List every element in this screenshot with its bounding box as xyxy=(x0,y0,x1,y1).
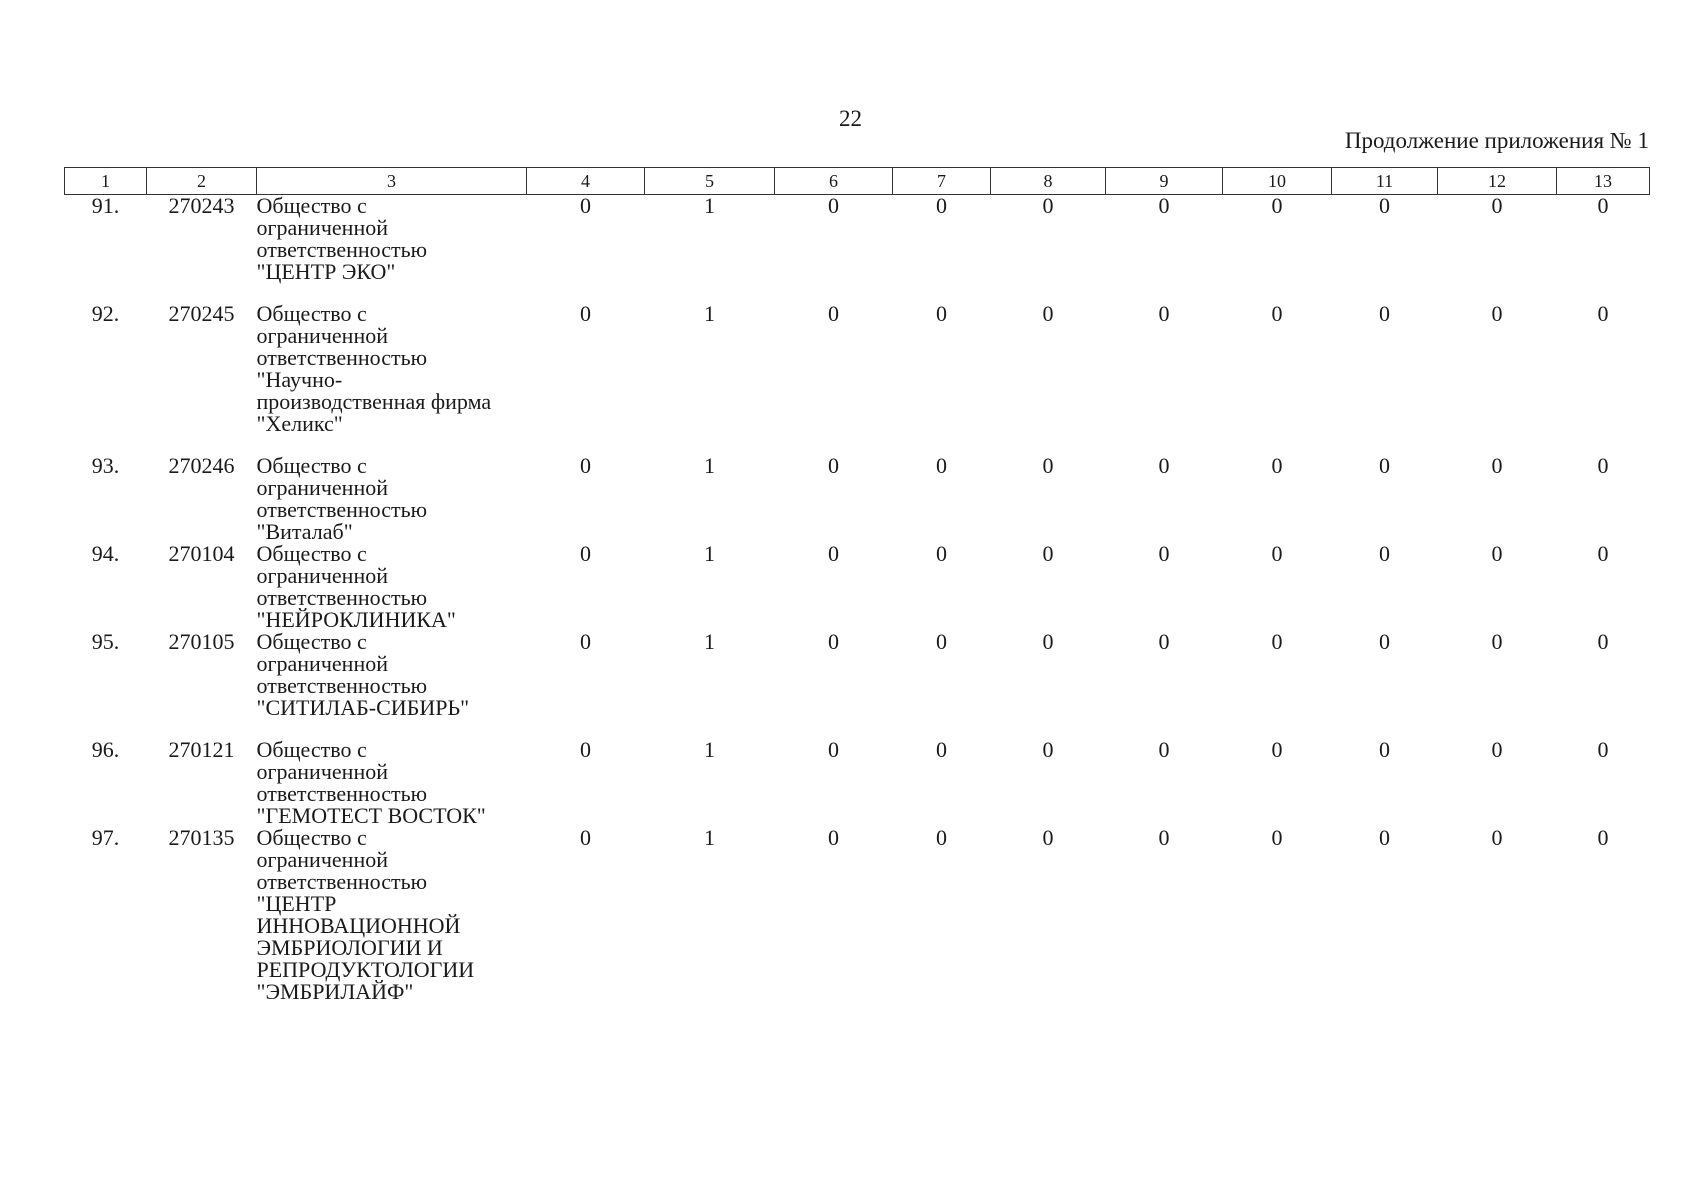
table-body xyxy=(65,195,1650,1024)
org-code: 270135 xyxy=(168,825,235,850)
value-col-5: 1 xyxy=(704,453,715,478)
header-row xyxy=(65,168,1650,195)
value-col-8: 0 xyxy=(1042,453,1054,478)
value-col-11: 0 xyxy=(1379,301,1390,326)
value-col-13: 0 xyxy=(1597,193,1609,218)
column-header-1: 1 xyxy=(65,168,147,195)
value-col-5: 1 xyxy=(704,737,715,762)
value-col-5: 1 xyxy=(704,629,715,654)
row-number: 92. xyxy=(91,301,120,326)
org-name xyxy=(257,827,527,1023)
org-name-line: "ГЕМОТЕСТ ВОСТОК" xyxy=(256,803,486,828)
continuation-note: Продолжение приложения № 1 xyxy=(1344,128,1649,153)
value-col-9: 0 xyxy=(1158,301,1170,326)
value-col-13: 0 xyxy=(1597,825,1609,850)
org-name-line: РЕПРОДУКТОЛОГИИ xyxy=(256,957,475,982)
value-col-13: 0 xyxy=(1597,737,1609,762)
value-col-12: 0 xyxy=(1491,301,1503,326)
value-col-12: 0 xyxy=(1491,541,1503,566)
value-col-10: 0 xyxy=(1271,541,1283,566)
value-col-9: 0 xyxy=(1158,453,1170,478)
org-name-line: Общество с xyxy=(256,629,367,654)
value-col-10: 0 xyxy=(1271,737,1283,762)
column-header-5: 5 xyxy=(645,168,775,195)
value-col-6: 0 xyxy=(828,541,839,566)
org-name-line: "СИТИЛАБ-СИБИРЬ" xyxy=(256,695,470,720)
value-col-8: 0 xyxy=(1042,193,1054,218)
row-number: 97. xyxy=(91,825,120,850)
org-name-line: ответственностью xyxy=(256,345,428,370)
column-header-7: 7 xyxy=(893,168,991,195)
value-col-13: 0 xyxy=(1597,541,1609,566)
value-col-9: 0 xyxy=(1158,737,1170,762)
org-code: 270104 xyxy=(168,541,235,566)
page-number: 22 xyxy=(839,106,862,131)
value-col-5: 1 xyxy=(704,193,715,218)
row-number: 96. xyxy=(91,737,120,762)
value-col-7: 0 xyxy=(936,301,947,326)
value-col-9: 0 xyxy=(1158,193,1170,218)
org-name-line: "Виталаб" xyxy=(256,519,353,544)
org-name-line: ответственностью xyxy=(256,781,428,806)
org-name-line: Общество с xyxy=(256,737,367,762)
org-name-line: "Научно- xyxy=(256,367,343,392)
value-col-4: 0 xyxy=(580,629,591,654)
org-name-line: "НЕЙРОКЛИНИКА" xyxy=(256,607,456,632)
value-col-9: 0 xyxy=(1158,825,1170,850)
value-col-12: 0 xyxy=(1491,629,1503,654)
value-col-5: 1 xyxy=(704,541,715,566)
org-name xyxy=(257,455,527,543)
value-col-8: 0 xyxy=(1042,629,1054,654)
org-name xyxy=(257,303,527,455)
value-col-10: 0 xyxy=(1271,301,1283,326)
org-name-line: производственная фирма xyxy=(256,389,492,414)
org-name-line: ограниченной xyxy=(256,847,388,872)
column-header-12: 12 xyxy=(1438,168,1557,195)
value-col-12: 0 xyxy=(1491,737,1503,762)
value-col-12: 0 xyxy=(1491,825,1503,850)
value-col-4: 0 xyxy=(580,825,591,850)
column-header-8: 8 xyxy=(991,168,1106,195)
value-col-8: 0 xyxy=(1042,301,1054,326)
table-row xyxy=(65,631,1650,739)
org-name xyxy=(257,739,527,827)
value-col-11: 0 xyxy=(1379,629,1390,654)
org-name-line: Общество с xyxy=(256,193,367,218)
table-row xyxy=(65,827,1650,1023)
org-name-line: Общество с xyxy=(256,541,367,566)
value-col-13: 0 xyxy=(1597,301,1609,326)
table-row xyxy=(65,455,1650,543)
value-col-6: 0 xyxy=(828,825,839,850)
org-code: 270121 xyxy=(168,737,235,762)
row-number: 94. xyxy=(91,541,120,566)
org-name-line: ЭМБРИОЛОГИИ И xyxy=(256,935,443,960)
column-header-9: 9 xyxy=(1106,168,1223,195)
value-col-11: 0 xyxy=(1379,541,1390,566)
org-name-line: ИННОВАЦИОННОЙ xyxy=(256,913,461,938)
value-col-12: 0 xyxy=(1491,453,1503,478)
value-col-8: 0 xyxy=(1042,825,1054,850)
value-col-11: 0 xyxy=(1379,825,1390,850)
row-number: 93. xyxy=(91,453,120,478)
value-col-6: 0 xyxy=(828,737,839,762)
org-name-line: "ЭМБРИЛАЙФ" xyxy=(256,979,414,1004)
value-col-13: 0 xyxy=(1597,453,1609,478)
value-col-7: 0 xyxy=(936,629,947,654)
value-col-8: 0 xyxy=(1042,541,1054,566)
org-name xyxy=(257,195,527,304)
row-number: 95. xyxy=(91,629,120,654)
registry-table xyxy=(64,167,1650,1023)
org-name xyxy=(257,631,527,739)
value-col-9: 0 xyxy=(1158,629,1170,654)
table-row xyxy=(65,739,1650,827)
org-name-line: ограниченной xyxy=(256,323,388,348)
org-name-line: ответственностью xyxy=(256,673,428,698)
value-col-8: 0 xyxy=(1042,737,1054,762)
value-col-4: 0 xyxy=(580,737,591,762)
org-code: 270245 xyxy=(168,301,235,326)
value-col-7: 0 xyxy=(936,825,947,850)
value-col-7: 0 xyxy=(936,453,947,478)
value-col-11: 0 xyxy=(1379,193,1390,218)
column-header-4: 4 xyxy=(527,168,645,195)
org-name-line: Общество с xyxy=(256,825,367,850)
value-col-7: 0 xyxy=(936,737,947,762)
org-name xyxy=(257,543,527,631)
table-row xyxy=(65,543,1650,631)
org-name-line: ограниченной xyxy=(256,563,388,588)
org-name-line: "ЦЕНТР xyxy=(256,891,337,916)
value-col-5: 1 xyxy=(704,301,715,326)
value-col-10: 0 xyxy=(1271,453,1283,478)
value-col-12: 0 xyxy=(1491,193,1503,218)
org-code: 270243 xyxy=(168,193,235,218)
table-row xyxy=(65,195,1650,304)
value-col-10: 0 xyxy=(1271,629,1283,654)
org-name-line: ограниченной xyxy=(256,215,388,240)
org-name-line: "Хеликс" xyxy=(256,411,343,436)
column-header-11: 11 xyxy=(1332,168,1438,195)
org-name-line: ответственностью xyxy=(256,585,428,610)
table-header xyxy=(65,168,1650,195)
value-col-6: 0 xyxy=(828,193,839,218)
column-header-2: 2 xyxy=(147,168,257,195)
value-col-4: 0 xyxy=(580,541,591,566)
value-col-6: 0 xyxy=(828,629,839,654)
org-name-line: ограниченной xyxy=(256,759,388,784)
value-col-11: 0 xyxy=(1379,737,1390,762)
org-name-line: ограниченной xyxy=(256,651,388,676)
value-col-4: 0 xyxy=(580,193,591,218)
org-name-line: ответственностью xyxy=(256,237,428,262)
org-name-line: ограниченной xyxy=(256,475,388,500)
column-header-13: 13 xyxy=(1557,168,1650,195)
column-header-3: 3 xyxy=(257,168,527,195)
org-name-line: ответственностью xyxy=(256,497,428,522)
value-col-4: 0 xyxy=(580,453,591,478)
value-col-4: 0 xyxy=(580,301,591,326)
org-name-line: ответственностью xyxy=(256,869,428,894)
org-name-line: Общество с xyxy=(256,453,367,478)
row-number: 91. xyxy=(91,193,120,218)
value-col-5: 1 xyxy=(704,825,715,850)
table-row xyxy=(65,303,1650,455)
org-code: 270105 xyxy=(168,629,235,654)
value-col-6: 0 xyxy=(828,301,839,326)
value-col-7: 0 xyxy=(936,541,947,566)
column-header-6: 6 xyxy=(775,168,893,195)
value-col-9: 0 xyxy=(1158,541,1170,566)
value-col-6: 0 xyxy=(828,453,839,478)
value-col-13: 0 xyxy=(1597,629,1609,654)
value-col-10: 0 xyxy=(1271,825,1283,850)
org-name-line: "ЦЕНТР ЭКО" xyxy=(256,259,396,284)
value-col-10: 0 xyxy=(1271,193,1283,218)
org-code: 270246 xyxy=(168,453,235,478)
value-col-11: 0 xyxy=(1379,453,1390,478)
org-name-line: Общество с xyxy=(256,301,367,326)
value-col-7: 0 xyxy=(936,193,947,218)
column-header-10: 10 xyxy=(1223,168,1332,195)
